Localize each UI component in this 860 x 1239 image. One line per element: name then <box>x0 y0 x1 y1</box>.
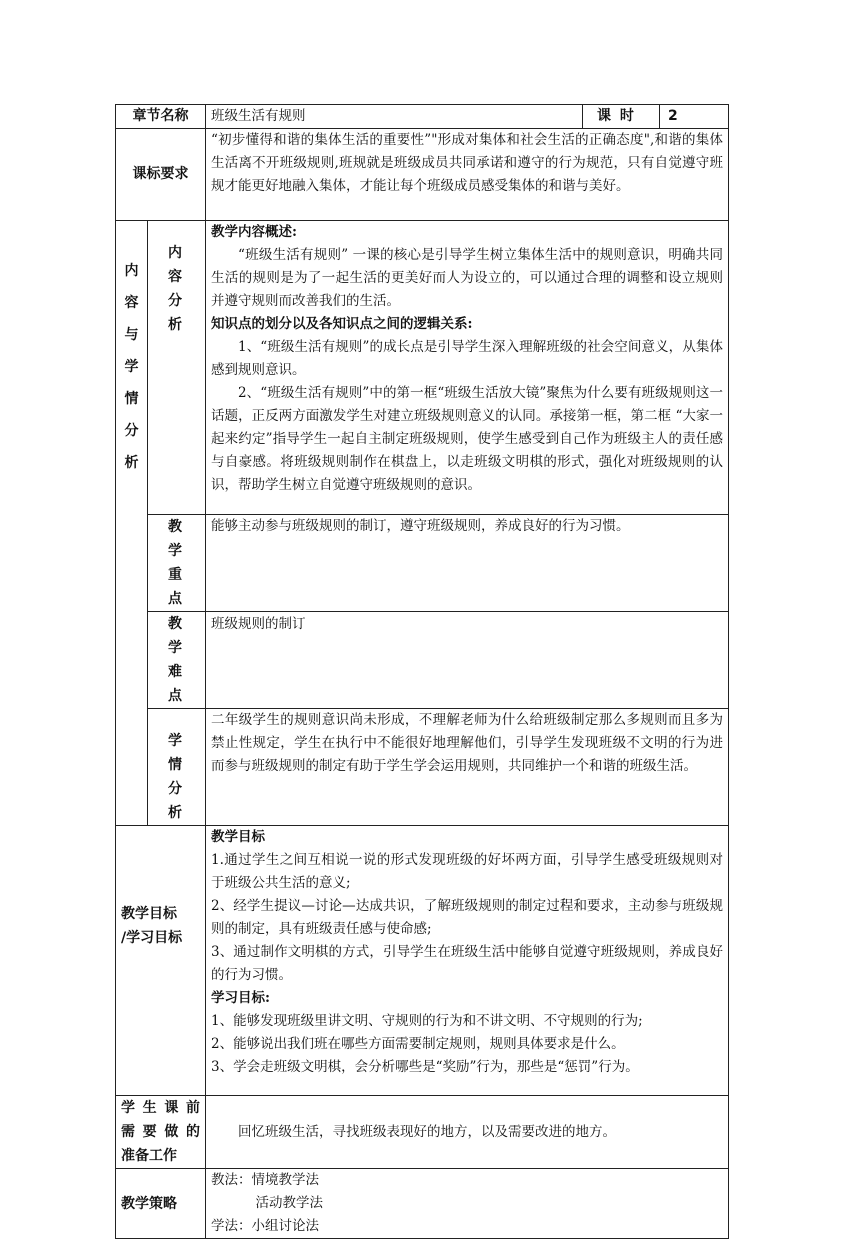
lesson-plan-table <box>115 104 729 1239</box>
prep-label-line2: 需 要 做 的 <box>121 1124 200 1140</box>
goals-label <box>116 826 206 1096</box>
content-heading-overview: 教学内容概述: <box>211 224 297 240</box>
prep-label-line1: 学 生 课 前 <box>121 1100 200 1116</box>
goals-label-line1: 教学目标 <box>121 905 177 922</box>
prep-label <box>116 1096 206 1169</box>
teach-goals-heading: 教学目标 <box>211 829 265 845</box>
chapter-label: 章节名称 <box>116 105 206 129</box>
students-label: 学 情 分 析 <box>148 709 206 826</box>
row-prep <box>116 1096 729 1169</box>
row-content-analysis <box>116 221 729 515</box>
strategy-line-2: 活动教学法 <box>255 1195 324 1211</box>
learn-goal-item: 3、学会走班级文明棋，会分析哪些是“奖励”行为，那些是“惩罚”行为。 <box>211 1059 639 1075</box>
content-analysis-body <box>206 221 729 515</box>
teach-goal-item: 2、经学生提议—讨论—达成共识，了解班级规则的制定过程和要求，主动参与班级规则的制定，具有班级责任感与使命感; <box>211 898 723 937</box>
hours-value: 2 <box>660 105 729 129</box>
teach-goal-item: 3、通过制作文明棋的方式，引导学生在班级生活中能够自觉遵守班级规则，养成良好的行为习惯。 <box>211 944 723 983</box>
prep-label-line3: 准备工作 <box>121 1148 177 1164</box>
strategy-label: 教学策略 <box>116 1169 206 1239</box>
learn-goal-item: 1、能够发现班级里讲文明、守规则的行为和不讲文明、不守规则的行为; <box>211 1013 643 1029</box>
hours-label: 课 时 <box>583 105 660 129</box>
students-text: 二年级学生的规则意识尚未形成，不理解老师为什么给班级制定那么多规则而且多为禁止性规定，学生在执行中不能很好地理解他们，引导学生发现班级不文明的行为进而参与班级规则的制定有助于学生学会运用规则，共同维护一个和谐的班级生活。 <box>206 709 729 826</box>
difficulty-label: 教 学 难 点 <box>148 612 206 709</box>
learn-goal-item: 2、能够说出我们班在哪些方面需要制定规则，规则具体要求是什么。 <box>211 1036 625 1052</box>
row-students <box>116 709 729 826</box>
row-standard <box>116 129 729 221</box>
strategy-line-1: 教法：情境教学法 <box>211 1172 319 1188</box>
row-difficulty <box>116 612 729 709</box>
content-heading-knowledge: 知识点的划分以及各知识点之间的逻辑关系: <box>211 316 473 332</box>
row-chapter <box>116 105 729 129</box>
goals-label-line2: /学习目标 <box>121 929 183 946</box>
standard-label: 课标要求 <box>116 129 206 221</box>
standard-text: “初步懂得和谐的集体生活的重要性”"形成对集体和社会生活的正确态度",和谐的集体生活离不开班级规则,班规就是班级成员共同承诺和遵守的行为规范，只有自觉遵守班规才能更好地融入集体，才能让每个班级成员感受集体的和谐与美好。 <box>206 129 729 221</box>
goals-body <box>206 826 729 1096</box>
content-analysis-label: 内 容 分 析 <box>148 221 206 515</box>
prep-text: 回忆班级生活，寻找班级表现好的地方，以及需要改进的地方。 <box>206 1096 729 1169</box>
key-point-label: 教 学 重 点 <box>148 515 206 612</box>
row-goals <box>116 826 729 1096</box>
row-strategy <box>116 1169 729 1239</box>
learn-goals-heading: 学习目标: <box>211 990 270 1006</box>
content-paragraph-3: 2、“班级生活有规则”中的第一框“班级生活放大镜”聚焦为什么要有班级规则这一话题，正反两方面激发学生对建立班级规则意义的认同。承接第一框，第二框 “大家一起来约定”指导学生一起自主制定班级规则，使学生感受到自己作为班级主人的责任感与自豪感。将班级规则制作在棋盘上，以走班级文明棋的形式，强化对班级规则的认识，帮助学生树立自觉遵守班级规则的意识。 <box>211 385 723 493</box>
strategy-line-3: 学法：小组讨论法 <box>211 1218 319 1234</box>
difficulty-text: 班级规则的制订 <box>206 612 729 709</box>
key-point-text: 能够主动参与班级规则的制订，遵守班级规则，养成良好的行为习惯。 <box>206 515 729 612</box>
teach-goal-item: 1.通过学生之间互相说一说的形式发现班级的好坏两方面，引导学生感受班级规则对于班级公共生活的意义; <box>211 852 723 891</box>
analysis-section-label: 内容与学情分析 <box>116 221 148 826</box>
strategy-body <box>206 1169 729 1239</box>
content-paragraph-1: “班级生活有规则” 一课的核心是引导学生树立集体生活中的规则意识，明确共同生活的规则是为了一起生活的更美好而人为设立的，可以通过合理的调整和设立规则并遵守规则而改善我们的生活。 <box>211 247 723 309</box>
content-paragraph-2: 1、“班级生活有规则”的成长点是引导学生深入理解班级的社会空间意义，从集体感到规则意识。 <box>211 339 723 378</box>
chapter-value: 班级生活有规则 <box>206 105 583 129</box>
row-key-point <box>116 515 729 612</box>
